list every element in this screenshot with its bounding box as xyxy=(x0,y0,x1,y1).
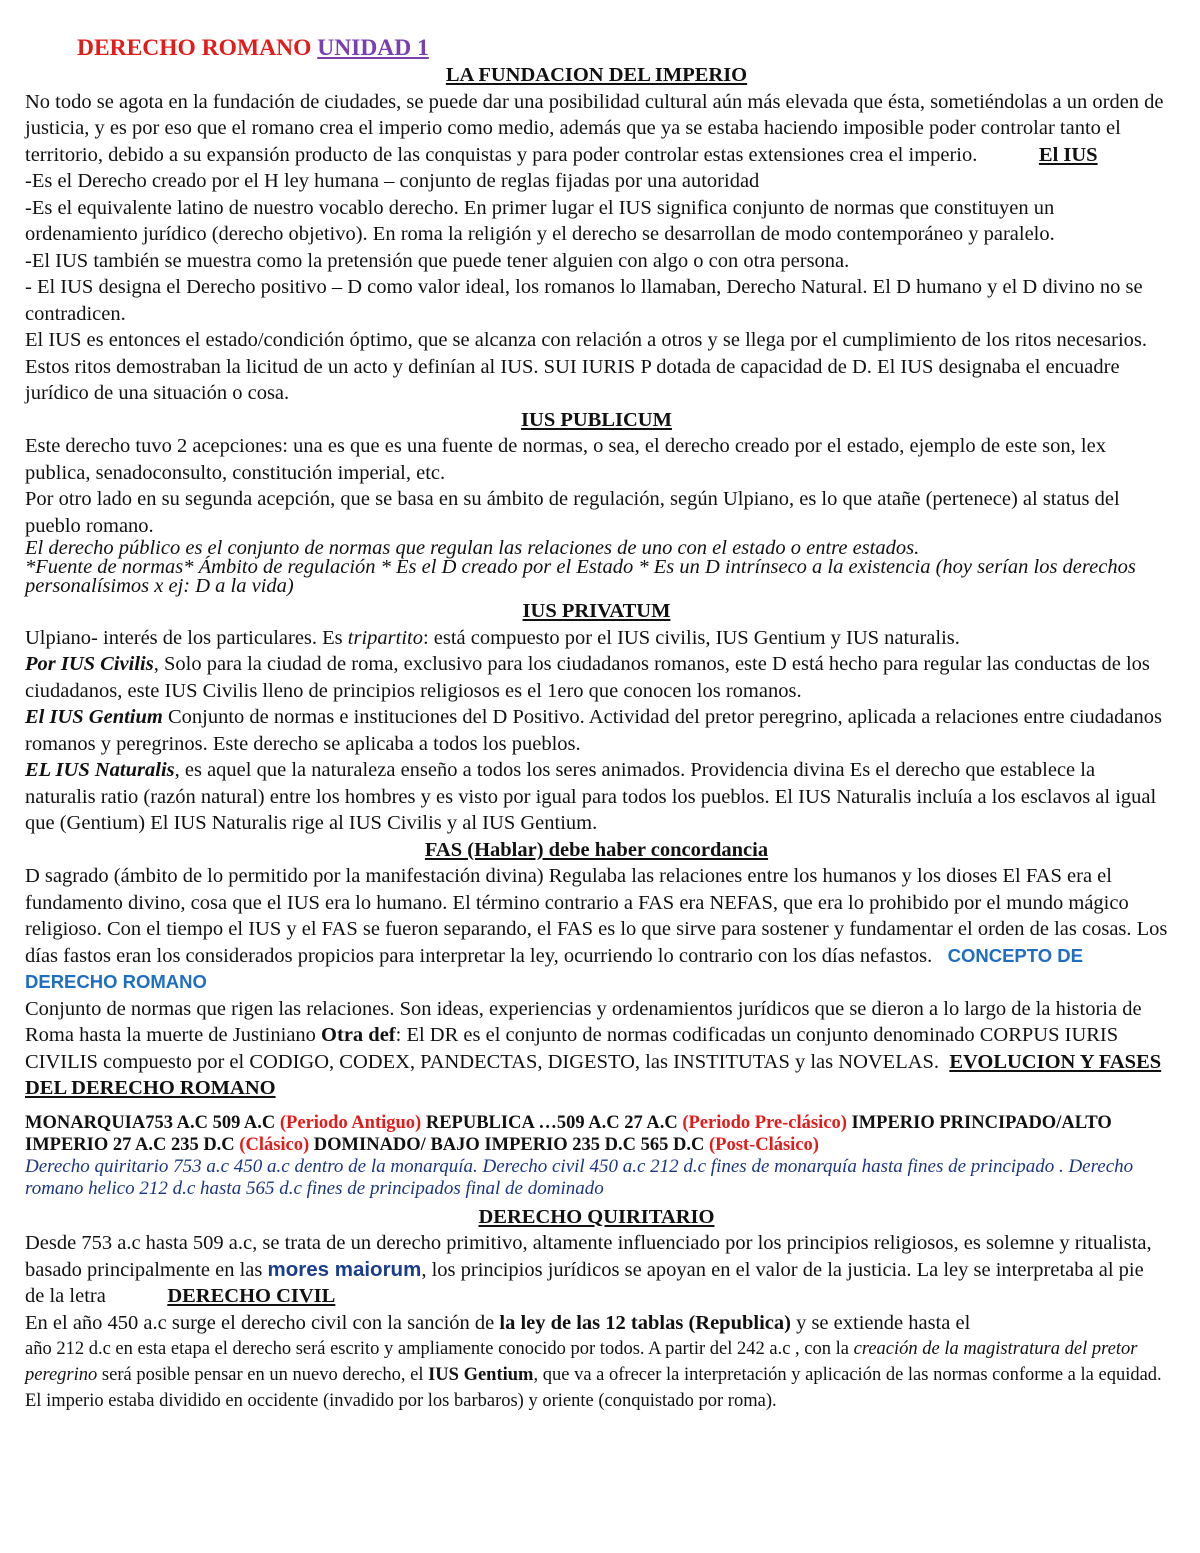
period-monarquia-tag: (Periodo Antiguo) xyxy=(279,1112,422,1133)
naturalis-label: EL IUS Naturalis xyxy=(25,759,175,781)
paragraph-publicum-italic-1: El derecho público es el conjunto de normas que regulan las relaciones de uno con el estado o entre estados. xyxy=(25,537,920,559)
heading-quiritario: DERECHO QUIRITARIO xyxy=(478,1205,715,1228)
privatum-tripartito: tripartito xyxy=(347,626,423,649)
paragraph-civil-2 xyxy=(25,1336,1168,1414)
fas-text: D sagrado (ámbito de lo permitido por la manifestación divina) Regulaba las relaciones entre los humanos y los dioses El FAS era el fundamento divino, cosa que el IUS era lo humano. El término contrario a FAS era NEFAS, que era lo prohibido por el mundo mágico religioso. Con el tiempo el IUS y el FAS se fueron separando, el FAS es lo que sirve para sostener y fundamentar el orden de las cosas. Los días fastos eran los considerados propicios para interpretar la ley, ocurriendo lo contrario con los días nefastos. xyxy=(25,865,1168,967)
ius-gentium-bold: IUS Gentium xyxy=(428,1365,534,1385)
paragraph-civilis xyxy=(25,651,1168,704)
privatum-text-b: : está compuesto por el IUS civilis, IUS Gentium y IUS naturalis. xyxy=(422,626,960,649)
paragraph-publicum-2: Por otro lado en su segunda acepción, que se basa en su ámbito de regulación, según Ulpiano, es lo que atañe (pertenece) al status del pueblo romano. xyxy=(25,488,1120,537)
heading-ius-publicum: IUS PUBLICUM xyxy=(521,408,672,431)
paragraph-publicum-1: Este derecho tuvo 2 acepciones: una es que es una fuente de normas, o sea, el derecho creado por el estado, ejemplo de este son, lex publica, senadoconsulto, constitución imperial, etc. xyxy=(25,435,1106,484)
period-monarquia: MONARQUIA753 A.C 509 A.C xyxy=(25,1112,280,1133)
derecho-helico-phase: . Derecho romano helico 212 d.c hasta 565 d.c fines de principados final de dominado xyxy=(25,1155,1134,1199)
paragraph-ius-5: El IUS es entonces el estado/condición óptimo, que se alcanza con relación a otros y se llega por el cumplimiento de los ritos necesarios. Estos ritos demostraban la licitud de un acto y definían al IUS. SUI IURIS P dotada de capacidad de D. El IUS designaba el encuadre jurídico de una situación o cosa. xyxy=(25,329,1148,404)
periods-line xyxy=(25,1112,1168,1156)
privatum-text-a: Ulpiano- interés de los particulares. Es xyxy=(25,626,348,649)
derecho-civil-phase: . Derecho civil 450 a.c 212 d.c fines de monarquía hasta fines de principado xyxy=(473,1155,1059,1177)
heading-evolucion: EVOLUCION Y FASES DEL DERECHO ROMANO xyxy=(25,1050,1162,1099)
period-republica-tag: (Periodo Pre-clásico) xyxy=(682,1112,847,1133)
period-dominado-tag: (Post-Clásico) xyxy=(708,1134,819,1155)
civil-text-e: , que va a ofrecer la interpretación y aplicación de las normas conforme a la equidad. El imperio estaba dividido en occidente (invadido por los barbaros) y oriente (conquistado por roma). xyxy=(25,1365,1162,1411)
heading-fas: FAS (Hablar) debe haber concordancia xyxy=(424,838,769,861)
civilis-text: , Solo para la ciudad de roma, exclusivo para los ciudadanos romanos, este D está hecho para regular las conductas de los ciudadanos, este IUS Civilis lleno de principios religiosos es el 1ero que conocen los romanos. xyxy=(25,653,1150,702)
heading-fundacion: LA FUNDACION DEL IMPERIO xyxy=(445,64,748,86)
creacion-magistratura: creación de la magistratura del pretor peregrino xyxy=(25,1339,1138,1385)
heading-ius-privatum: IUS PRIVATUM xyxy=(522,600,671,622)
derechos-phases xyxy=(25,1156,1168,1200)
unit-link[interactable]: UNIDAD 1 xyxy=(317,35,429,61)
civilis-label: Por IUS Civilis xyxy=(25,653,154,675)
gentium-label: El IUS Gentium xyxy=(25,706,163,728)
derecho-quiritario-phase: Derecho quiritario 753 a.c 450 a.c dentro de la monarquía xyxy=(25,1155,474,1177)
civil-text-b: y se extiende hasta el xyxy=(790,1311,971,1334)
paragraph-ius-3: -El IUS también se muestra como la pretensión que puede tener alguien con algo o con otra persona. xyxy=(25,249,850,272)
civil-text-a: En el año 450 a.c surge el derecho civil con la sanción de xyxy=(25,1311,500,1334)
paragraph-concepto xyxy=(25,996,1168,1102)
civil-text-d: será posible pensar en un nuevo derecho, el xyxy=(97,1365,429,1385)
paragraph-ius-1: -Es el Derecho creado por el H ley humana – conjunto de reglas fijadas por una autoridad xyxy=(25,170,760,192)
paragraph-gentium xyxy=(25,704,1168,757)
paragraph-fundacion xyxy=(25,89,1168,169)
paragraph-publicum-italic-2: *Fuente de normas* Ámbito de regulación * Es el D creado por el Estado * Es un D intrínseco a la existencia (hoy serían los derechos personalísimos x ej: D a la vida) xyxy=(25,556,1136,597)
heading-derecho-civil: DERECHO CIVIL xyxy=(167,1285,336,1307)
concepto-text-b: : El DR es el conjunto de normas codificadas un conjunto denominado CORPUS IURIS CIVILIS compuesto por el CODIGO, CODEX, PANDECTAS, DIGESTO, las INSTITUTAS y las NOVELAS. xyxy=(25,1024,1119,1073)
concepto-text-a: Conjunto de normas que rigen las relaciones. Son ideas, experiencias y ordenamientos jurídicos que se dieron a lo largo de la historia de Roma hasta la muerte de Justiniano xyxy=(25,997,1142,1046)
civil-text-c: año 212 d.c en esta etapa el derecho será escrito y ampliamente conocido por todos. A partir del 242 a.c , con la xyxy=(25,1339,854,1359)
heading-concepto: CONCEPTO DE DERECHO ROMANO xyxy=(25,944,1083,992)
paragraph-fas xyxy=(25,863,1168,996)
mores-maiorum: mores maiorum xyxy=(267,1257,422,1281)
naturalis-text: , es aquel que la naturaleza enseño a todos los seres animados. Providencia divina Es el derecho que establece la naturalis ratio (razón natural) entre los hombres y es visto por igual para todos los pueblos. El IUS Naturalis incluía a los esclavos al igual que (Gentium) El IUS Naturalis rige al IUS Civilis y al IUS Gentium. xyxy=(25,759,1157,834)
gentium-text: Conjunto de normas e instituciones del D Positivo. Actividad del pretor peregrino, aplicada a relaciones entre ciudadanos romanos y peregrinos. Este derecho se aplicaba a todos los pueblos. xyxy=(25,706,1162,755)
paragraph-civil-1 xyxy=(25,1310,1168,1337)
otra-def-label: Otra def xyxy=(321,1024,396,1046)
paragraph-ius-2: -Es el equivalente latino de nuestro vocablo derecho. En primer lugar el IUS significa conjunto de normas que constituyen un ordenamiento jurídico (derecho objetivo). En roma la religión y el derecho se desarrollan de modo contemporáneo y paralelo. xyxy=(25,196,1055,245)
paragraph-privatum-1 xyxy=(25,625,1168,652)
period-imperio: IMPERIO PRINCIPADO/ALTO IMPERIO 27 A.C 235 D.C xyxy=(25,1112,1112,1155)
fundacion-text: No todo se agota en la fundación de ciudades, se puede dar una posibilidad cultural aún más elevada que ésta, sometiéndolas a un orden de justicia, y es por eso que el romano crea el imperio como medio, además que ya se estaba haciendo imposible poder controlar tanto el territorio, debido a su expansión producto de las conquistas y para poder controlar estas extensiones crea el imperio. xyxy=(25,90,1164,166)
paragraph-naturalis xyxy=(25,757,1168,837)
quiritario-text-b: , los principios jurídicos se apoyan en el valor de la justicia. La ley se interpretaba al pie de la letra xyxy=(25,1258,1144,1307)
heading-ius: El IUS xyxy=(1038,143,1098,166)
paragraph-ius-4: - El IUS designa el Derecho positivo – D como valor ideal, los romanos lo llamaban, Derecho Natural. El D humano y el D divino no se contradicen. xyxy=(25,276,1143,325)
period-republica: REPUBLICA …509 A.C 27 A.C xyxy=(421,1112,683,1133)
period-dominado: DOMINADO/ BAJO IMPERIO 235 D.C 565 D.C xyxy=(309,1134,709,1155)
title-text: DERECHO ROMANO xyxy=(77,35,312,61)
paragraph-quiritario xyxy=(25,1230,1168,1310)
quiritario-text-a: Desde 753 a.c hasta 509 a.c, se trata de un derecho primitivo, altamente influenciado por los principios religiosos, es solemne y ritualista, basado principalmente en las xyxy=(25,1232,1152,1281)
ley-12-tablas: la ley de las 12 tablas (Republica) xyxy=(499,1311,791,1334)
period-imperio-tag: (Clásico) xyxy=(239,1134,310,1155)
document-title xyxy=(77,34,1168,62)
